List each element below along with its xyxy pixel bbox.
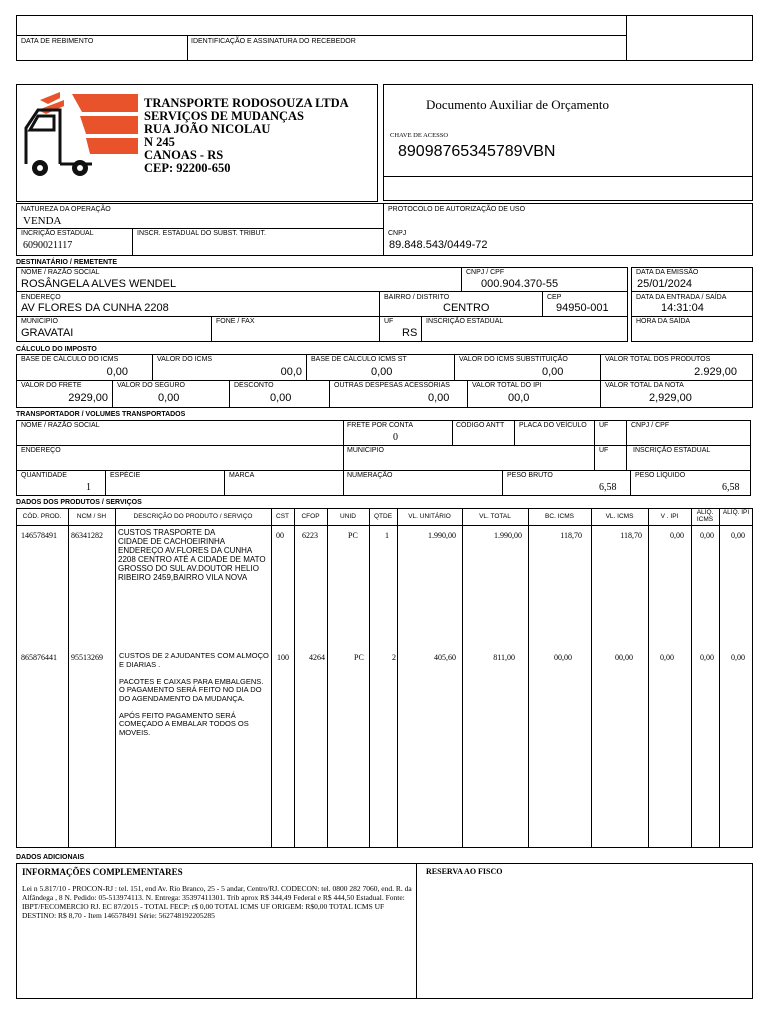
carrier-freight-label: FRETE POR CONTA (347, 422, 413, 429)
products-column-divider (271, 508, 272, 848)
carrier-divider (502, 470, 503, 496)
products-column-divider (591, 508, 592, 848)
tax-divider (112, 380, 113, 408)
products-column-divider (462, 508, 463, 848)
additional-divider (416, 863, 417, 999)
products-column-divider (294, 508, 295, 848)
recipient-state-reg-label: INSCRIÇÃO ESTADUAL (426, 318, 504, 325)
products-column-divider (719, 508, 720, 848)
moving-truck-logo (20, 88, 138, 182)
carrier-box (16, 420, 751, 496)
receipt-divider (626, 15, 627, 61)
tax-divider (467, 380, 468, 408)
carrier-divider (514, 420, 515, 445)
dates-divider (631, 291, 753, 292)
freight-value: 2929,00 (68, 392, 108, 404)
row1-qty: 1 (385, 531, 389, 540)
recipient-uf-label: UF (384, 318, 394, 325)
access-key-label: CHAVE DE ACESSO (390, 132, 449, 139)
receipt-date-label: DATA DE REBIMENTO (21, 38, 94, 45)
recipient-name-label: NOME / RAZÃO SOCIAL (21, 269, 100, 276)
recipient-address-label: ENDEREÇO (21, 294, 61, 301)
access-key: 89098765345789VBN (398, 143, 556, 160)
recipient-divider (16, 316, 628, 317)
other-value: 0,00 (428, 392, 450, 404)
recipient-divider (379, 291, 380, 342)
recipient-cep-label: CEP (547, 294, 562, 301)
row1-total: 1.990,00 (494, 531, 522, 540)
products-column-divider (68, 508, 69, 848)
header-qty: QTDE (373, 513, 393, 520)
carrier-qty: 1 (86, 482, 91, 493)
carrier-divider (224, 470, 225, 496)
carrier-divider (343, 420, 344, 496)
operation-divider (132, 228, 133, 256)
reserve-title: RESERVA AO FISCO (426, 867, 503, 876)
carrier-brand-label: MARCA (229, 472, 255, 479)
row1-ncm: 86341282 (71, 531, 103, 540)
header-total: VL. TOTAL (479, 513, 511, 520)
nature-label: NATUREZA DA OPERAÇÃO (21, 206, 111, 213)
company-service: SERVIÇOS DE MUDANÇAS (144, 109, 304, 123)
info-title: INFORMAÇÕES COMPLEMENTARES (22, 867, 183, 877)
recipient-district-label: BAIRRO / DISTRITO (384, 294, 450, 301)
row2-cst: 100 (277, 653, 289, 662)
products-section: DADOS DOS PRODUTOS / SERVIÇOS (16, 499, 142, 506)
carrier-net-label: PESO LÍQUIDO (635, 472, 686, 479)
carrier-gross-label: PESO BRUTO (507, 472, 553, 479)
ipi-label: VALOR TOTAL DO IPI (472, 382, 542, 389)
recipient-cpf: 000.904.370-55 (481, 278, 559, 290)
row1-aliq-icms: 0,00 (700, 531, 714, 540)
row1-code: 146578491 (21, 531, 57, 540)
row2-total: 811,00 (493, 653, 515, 662)
carrier-divider (594, 420, 595, 470)
row2-aliq-ipi: 0,00 (731, 653, 745, 662)
carrier-divider (16, 445, 751, 446)
subst-label: INSCR. ESTADUAL DO SUBST. TRIBUT. (137, 230, 267, 237)
receipt-signature-label: IDENTIFICAÇÃO E ASSINATURA DO RECEBEDOR (191, 38, 356, 45)
recipient-divider (421, 316, 422, 342)
dates-divider (631, 316, 753, 317)
row2-qty: 2 (392, 653, 396, 662)
icms-st-base: 0,00 (371, 366, 393, 378)
row1-description: CUSTOS TRASPORTE DA CIDADE DE CACHOEIRINHA ENDEREÇO AV.FLORES DA CUNHA 2208 CENTRO ATÉ A CIDADE DE MATO GROSSO DO SUL AV.DOUTOR HELIO RIBEIRO 2459,BAIRRO VILA NOVA (118, 528, 266, 582)
header-vl-icms: VL. ICMS (605, 513, 634, 520)
row1-cst: 00 (276, 531, 284, 540)
company-number: N 245 (144, 135, 175, 149)
recipient-name: ROSÂNGELA ALVES WENDEL (21, 278, 177, 290)
discount-value: 0,00 (270, 392, 292, 404)
icms-value: 00,0 (280, 366, 302, 378)
header-unit-value: VL. UNITÁRIO (408, 513, 451, 520)
insurance-value: 0,00 (158, 392, 180, 404)
recipient-divider (461, 267, 462, 291)
company-city: CANOAS - RS (144, 148, 224, 162)
carrier-city-label: MUNICIPIO (347, 447, 384, 454)
products-column-divider (648, 508, 649, 848)
recipient-divider (542, 291, 543, 316)
tax-divider (229, 380, 230, 408)
header-aliq-ipi: ALÍQ. IPI (722, 509, 750, 516)
discount-label: DESCONTO (234, 382, 274, 389)
products-column-divider (327, 508, 328, 848)
operation-box (16, 203, 753, 256)
header-cst: CST (276, 513, 289, 520)
row1-unit-value: 1.990,00 (428, 531, 456, 540)
row2-unit: PC (354, 653, 364, 662)
row2-unit-value: 405,60 (434, 653, 456, 662)
tax-section: CÁLCULO DO IMPOSTO (16, 346, 97, 353)
carrier-plate-label: PLACA DO VEÍCULO (519, 422, 587, 429)
emission-label: DATA DA EMISSÃO (636, 269, 699, 276)
exit-label: HORA DA SAÍDA (636, 318, 691, 325)
issuer-cnpj-label: CNPJ (388, 230, 407, 237)
ipi-value: 00,0 (508, 392, 530, 404)
info-text: Lei n 5.817/10 - PROCON-RJ : tel. 151, end Av. Rio Branco, 25 - 5 andar, Centro/RJ. CODECON: tel. 0800 282 7060, end. R. da Alfândega , 8 N. Pedido: 05-513974113. N. Entrega: 35397411301. Trib aprox R$ 344,49 Federal e R$ 444,50 Estadual. Fonte: IBPT/FECOMERCIO RJ. EC 87/2015 - TOTAL FECP: r$ 0,00 TOTAL ICMS UF ORIGEM: R$0,00 TOTAL ICMS UF DESTINO: R$ 8,70 - Item 146578491 Série: 562748192205285 (22, 884, 412, 920)
header-ncm: NCM / SH (76, 513, 107, 520)
insurance-label: VALOR DO SEGURO (117, 382, 185, 389)
recipient-district: CENTRO (443, 302, 490, 314)
recipient-city: GRAVATAI (21, 327, 74, 339)
state-reg-label: INCRIÇÃO ESTADUAL (21, 230, 94, 237)
carrier-divider (630, 470, 631, 496)
row2-bc-icms: 00,00 (554, 653, 572, 662)
carrier-freight: 0 (393, 432, 398, 443)
icms-base: 0,00 (106, 366, 128, 378)
carrier-divider (626, 420, 627, 470)
carrier-divider (16, 470, 751, 471)
products-column-divider (397, 508, 398, 848)
carrier-address-label: ENDEREÇO (21, 447, 61, 454)
carrier-cnpj-label: CNPJ / CPF (631, 422, 670, 429)
products-column-divider (115, 508, 116, 848)
row1-cfop: 6223 (302, 531, 318, 540)
row2-code: 865876441 (21, 653, 57, 662)
state-reg-value: 6090021117 (23, 240, 73, 251)
header-description: DESCRIÇÃO DO PRODUTO / SERVIÇO (133, 513, 253, 520)
recipient-city-label: MUNICIPIO (21, 318, 58, 325)
products-header-divider (16, 525, 753, 526)
carrier-state-reg-label: INSCRIÇÃO ESTADUAL (633, 447, 711, 454)
icms-base-label: BASE DE CÁLCULO DO ICMS (21, 356, 119, 363)
products-column-divider (369, 508, 370, 848)
header-bc-icms: BC. ICMS (545, 513, 574, 520)
tax-divider (152, 354, 153, 380)
note-total: 2,929,00 (649, 392, 692, 404)
row1-vl-icms: 118,70 (620, 531, 642, 540)
recipient-phone-label: FONE / FAX (216, 318, 255, 325)
carrier-name-label: NOME / RAZÃO SOCIAL (21, 422, 100, 429)
header-code: CÓD. PROD. (22, 513, 62, 520)
products-total-label: VALOR TOTAL DOS PRODUTOS (605, 356, 711, 363)
recipient-section: DESTINATÁRIO / REMETENTE (16, 259, 117, 266)
recipient-uf: RS (402, 327, 418, 339)
tax-divider (600, 354, 601, 408)
header-cfop: CFOP (301, 513, 320, 520)
operation-divider (383, 203, 384, 256)
row1-aliq-ipi: 0,00 (731, 531, 745, 540)
receipt-divider (187, 35, 188, 61)
operation-divider (16, 228, 383, 229)
carrier-divider (452, 420, 453, 445)
icms-label: VALOR DO ICMS (157, 356, 213, 363)
carrier-qty-label: QUANTIDADE (21, 472, 67, 479)
recipient-cep: 94950-001 (556, 302, 609, 314)
products-column-divider (528, 508, 529, 848)
carrier-species-label: ESPÉCIE (110, 472, 141, 479)
freight-label: VALOR DO FRETE (21, 382, 82, 389)
carrier-antt-label: CÓDIGO ANTT (456, 422, 505, 429)
recipient-cpf-label: CNPJ / CPF (466, 269, 505, 276)
row2-description: CUSTOS DE 2 AJUDANTES COM ALMOÇO E DIARIAS . PACOTES E CAIXAS PARA EMBALGENS. O PAGAMENTO SERÁ FEITO NO DIA DO DO AGENDAMENTO DA MUDANÇA. APÓS FEITO PAGAMENTO SERÁ COMEÇADO A EMBALAR TODOS OS MOVEIS. (119, 651, 269, 737)
icms-st-label: VALOR DO ICMS SUBSTITUIÇÃO (459, 356, 568, 363)
issuer-cnpj-value: 89.848.543/0449-72 (389, 239, 488, 251)
header-unit: UNID (340, 513, 356, 520)
receipt-divider (16, 35, 627, 36)
products-total: 2.929,00 (694, 366, 737, 378)
emission-date: 25/01/2024 (637, 278, 693, 290)
other-label: OUTRAS DESPESAS ACESSÓRIAS (334, 382, 450, 389)
row2-cfop: 4264 (309, 653, 325, 662)
tax-divider (454, 354, 455, 380)
icms-st-value: 0,00 (542, 366, 564, 378)
recipient-address: AV FLORES DA CUNHA 2208 (21, 302, 169, 314)
products-column-divider (691, 508, 692, 848)
entry-label: DATA DA ENTRADA / SAÍDA (636, 294, 727, 301)
nature-value: VENDA (23, 215, 62, 227)
note-total-label: VALOR TOTAL DA NOTA (605, 382, 684, 389)
carrier-net: 6,58 (722, 482, 740, 493)
tax-divider (16, 380, 753, 381)
row2-aliq-icms: 0,00 (700, 653, 714, 662)
header-v-ipi: V . IPI (660, 513, 679, 520)
tax-divider (329, 380, 330, 408)
entry-time: 14:31:04 (661, 302, 704, 314)
carrier-uf-label: UF (599, 422, 609, 429)
protocol-label: PROTOCOLO DE AUTORIZAÇÃO DE USO (388, 206, 526, 213)
recipient-divider (16, 291, 628, 292)
row2-ncm: 95513269 (71, 653, 103, 662)
document-divider (383, 176, 753, 177)
row1-bc-icms: 118,70 (560, 531, 582, 540)
row1-v-ipi: 0,00 (670, 531, 684, 540)
document-title: Documento Auxiliar de Orçamento (425, 97, 610, 112)
company-name: TRANSPORTE RODOSOUZA LTDA (144, 96, 349, 110)
additional-section: DADOS ADICIONAIS (16, 854, 85, 861)
carrier-gross: 6,58 (599, 482, 617, 493)
icms-st-base-label: BASE DE CÁLCULO ICMS ST (311, 356, 407, 363)
carrier-divider (105, 470, 106, 496)
carrier-section: TRANSPORTADOR / VOLUMES TRANSPORTADOS (16, 411, 186, 418)
company-street: RUA JOÃO NICOLAU (144, 122, 271, 136)
recipient-divider (211, 316, 212, 342)
row2-vl-icms: 00,00 (615, 653, 633, 662)
receipt-stub (16, 15, 753, 61)
company-cep: CEP: 92200-650 (144, 161, 231, 175)
carrier-uf2-label: UF (599, 447, 609, 454)
tax-divider (306, 354, 307, 380)
row2-v-ipi: 0,00 (660, 653, 674, 662)
row1-unit: PC (348, 531, 358, 540)
carrier-numbering-label: NUMERAÇÃO (347, 472, 393, 479)
header-aliq-icms: ALÍQ. ICMS (696, 509, 714, 523)
